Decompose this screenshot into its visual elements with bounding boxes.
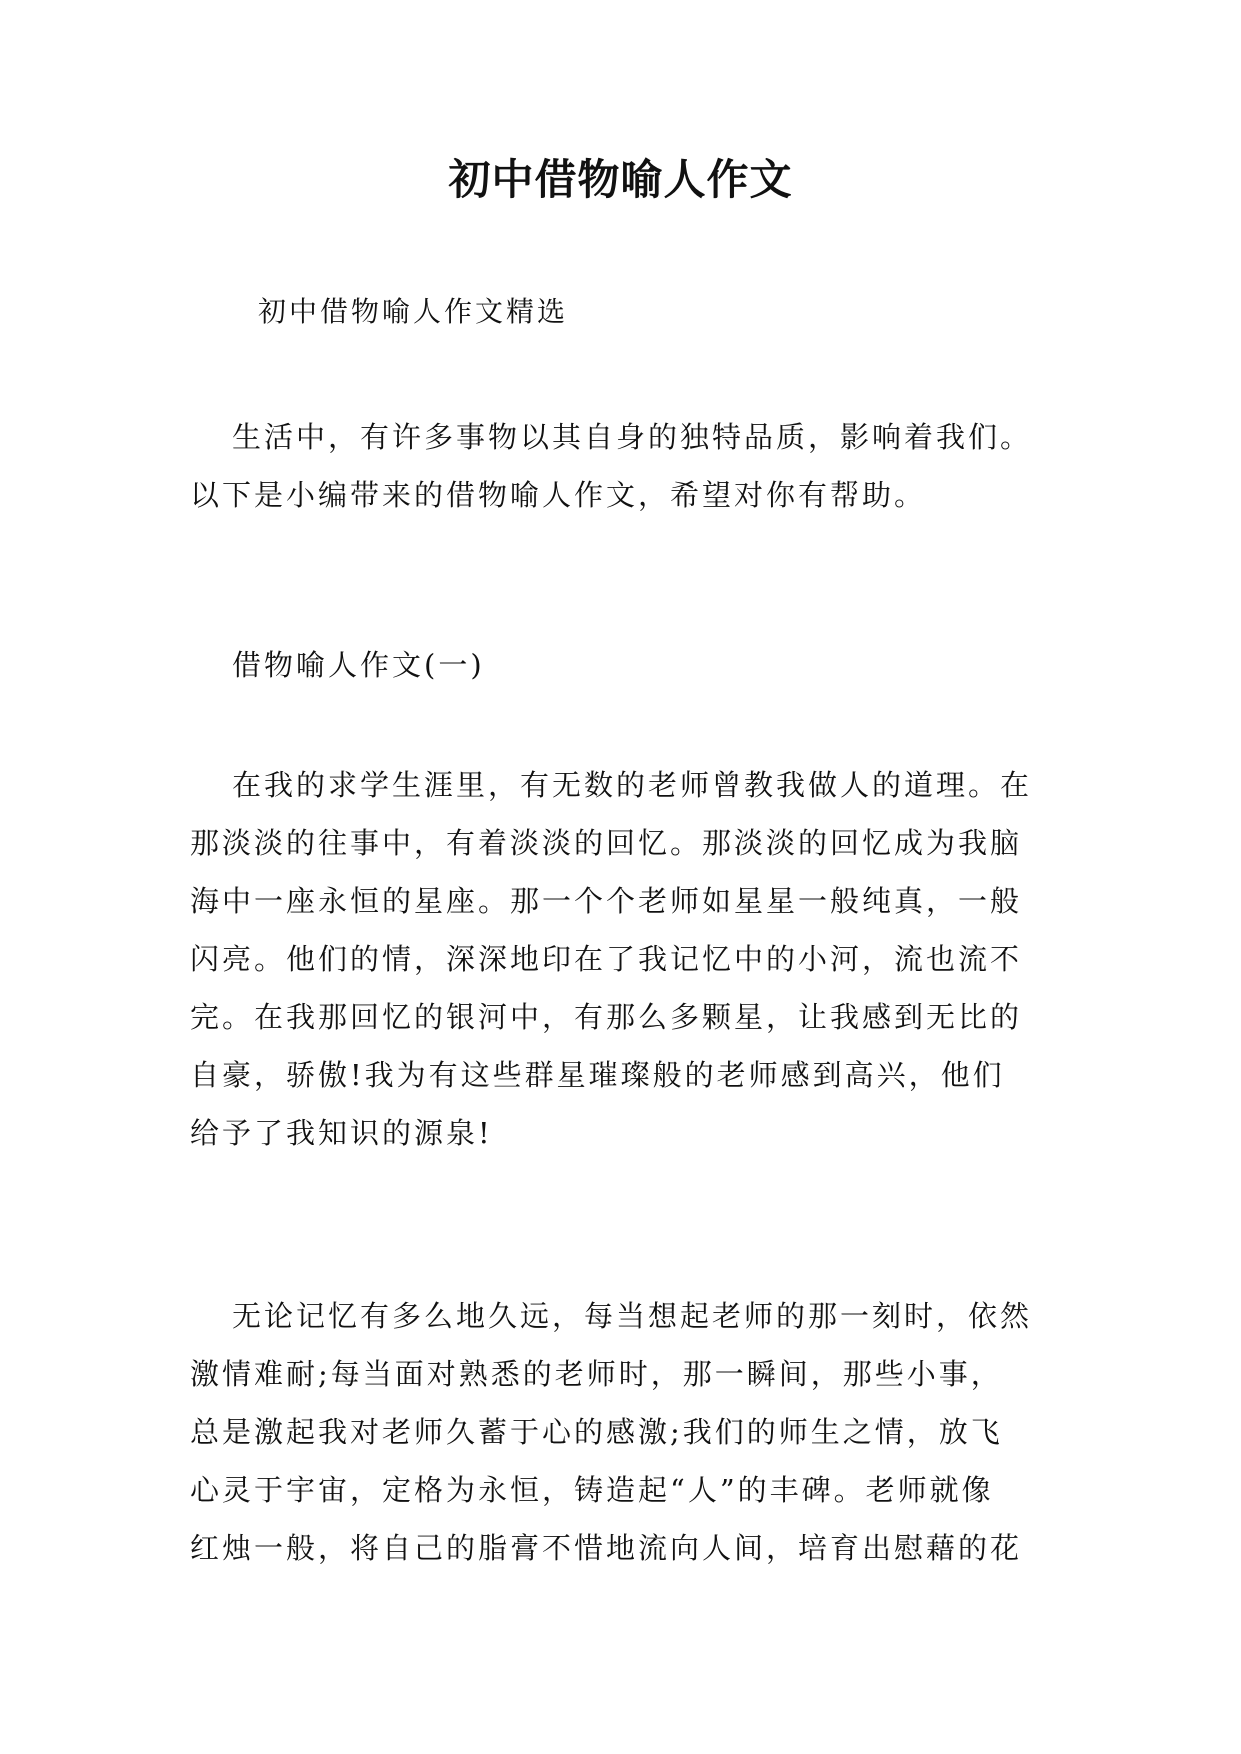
- text-line: 自豪，骄傲!我为有这些群星璀璨般的老师感到高兴，他们: [190, 1058, 1005, 1092]
- text-line: 那淡淡的往事中，有着淡淡的回忆。那淡淡的回忆成为我脑: [190, 826, 1023, 860]
- text-line: 闪亮。他们的情，深深地印在了我记忆中的小河，流也流不: [190, 942, 1023, 976]
- text-line: 以下是小编带来的借物喻人作文，希望对你有帮助。: [190, 478, 927, 512]
- subtitle: 初中借物喻人作文精选: [258, 295, 569, 328]
- text-line: 总是激起我对老师久蓄于心的感激;我们的师生之情，放飞: [190, 1415, 1003, 1449]
- text-line: 完。在我那回忆的银河中，有那么多颗星，让我感到无比的: [190, 1000, 1023, 1034]
- text-line: 红烛一般，将自己的脂膏不惜地流向人间，培育出慰藉的花: [190, 1531, 1023, 1565]
- text-line: 心灵于宇宙，定格为永恒，铸造起“人”的丰碑。老师就像: [190, 1473, 994, 1507]
- text-line: 激情难耐;每当面对熟悉的老师时，那一瞬间，那些小事，: [190, 1357, 1003, 1391]
- body-paragraph-1: [190, 756, 1060, 1162]
- body-paragraph-2: [190, 1287, 1060, 1577]
- text-line: 无论记忆有多么地久远，每当想起老师的那一刻时，依然: [232, 1299, 1033, 1333]
- intro-paragraph: [190, 408, 1060, 524]
- page-title: 初中借物喻人作文: [448, 155, 793, 204]
- text-line: 在我的求学生涯里，有无数的老师曾教我做人的道理。在: [232, 768, 1033, 802]
- text-line: 生活中，有许多事物以其自身的独特品质，影响着我们。: [232, 420, 1033, 454]
- section-heading-text: 借物喻人作文(一): [232, 648, 485, 682]
- text-line: 海中一座永恒的星座。那一个个老师如星星一般纯真，一般: [190, 884, 1023, 918]
- text-line: 给予了我知识的源泉!: [190, 1116, 493, 1150]
- section-heading: [190, 636, 1060, 694]
